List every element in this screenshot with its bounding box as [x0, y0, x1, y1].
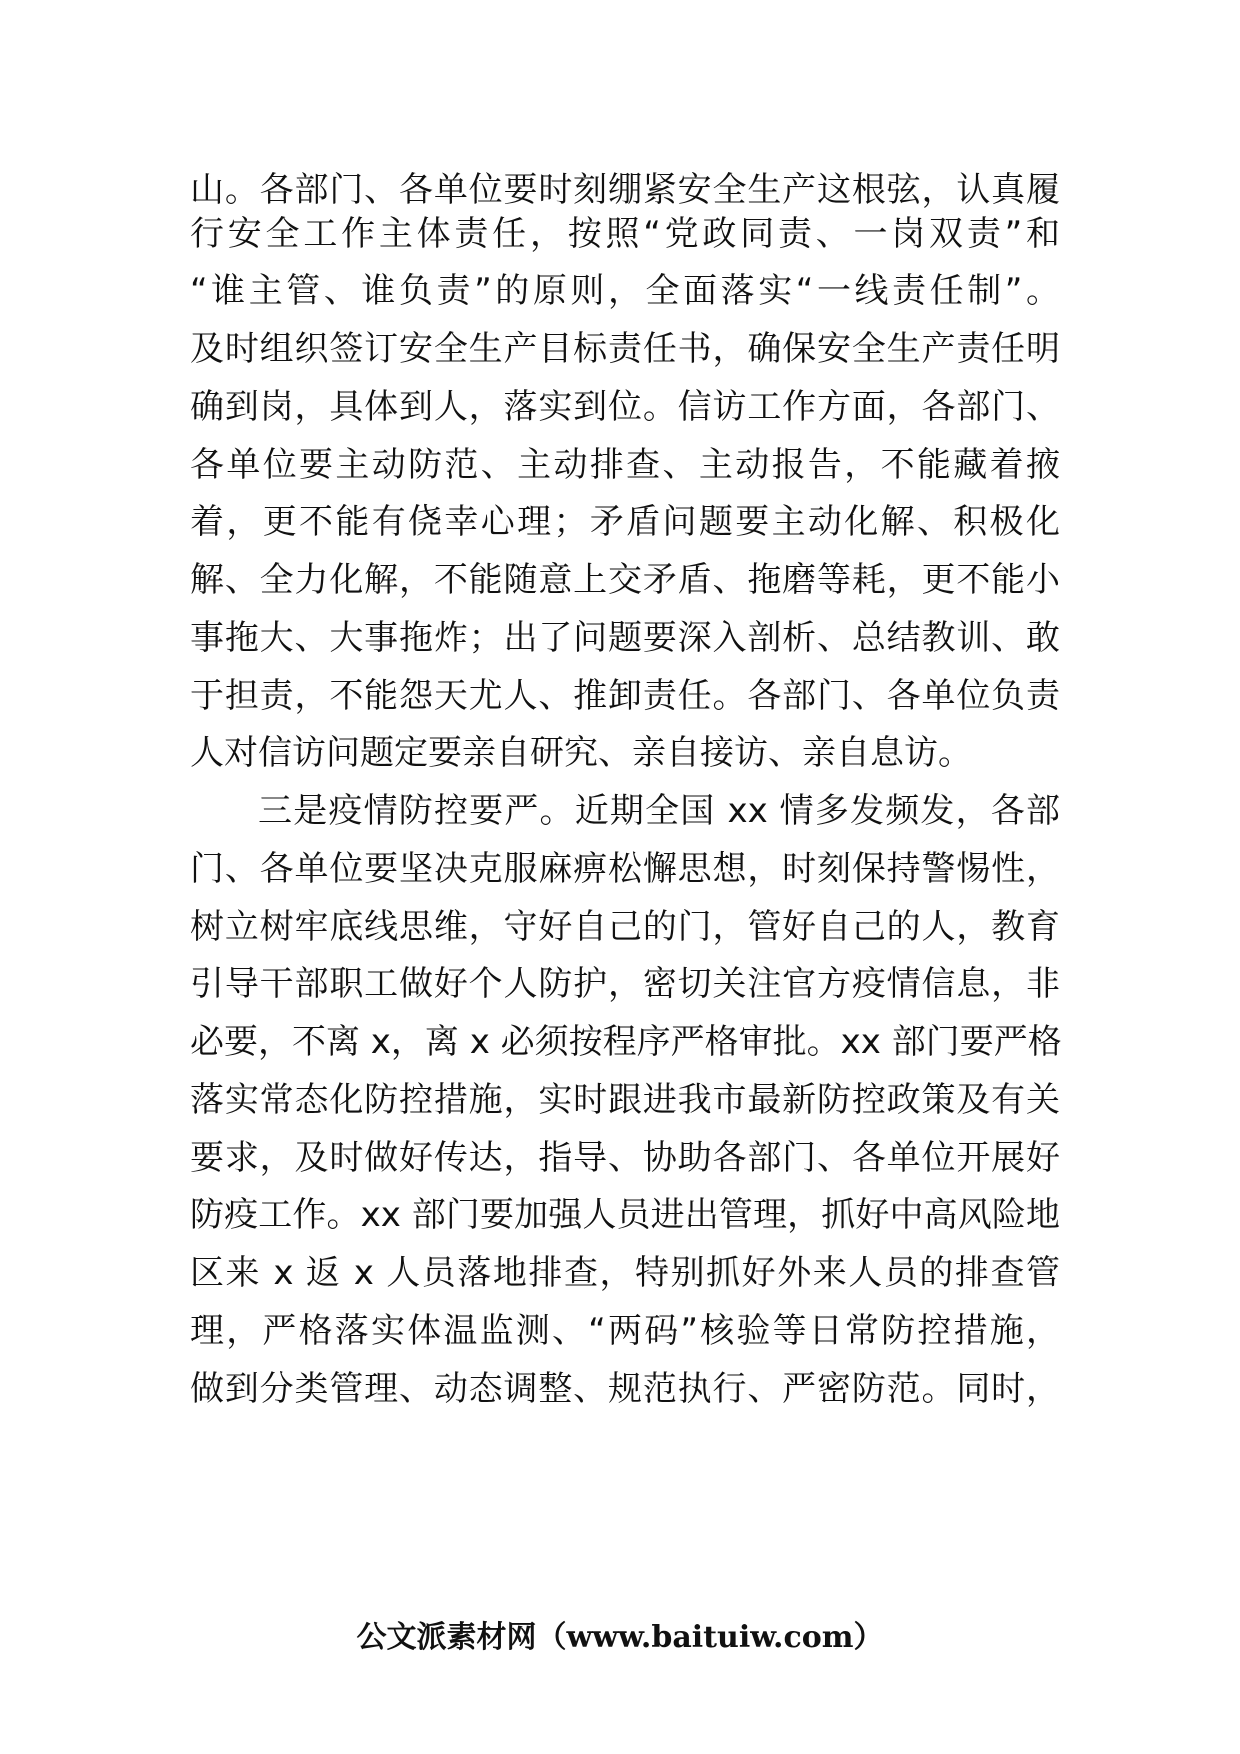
- text-line: 于担责，不能怨天尤人、推卸责任。各部门、各单位负责: [190, 676, 1060, 716]
- text-line: 行安全工作主体责任，按照“党政同责、一岗双责”和: [190, 214, 1060, 254]
- text-line: “谁主管、谁负责”的原则，全面落实“一线责任制”。: [190, 271, 1060, 311]
- text-line: 着，更不能有侥幸心理；矛盾问题要主动化解、积极化: [190, 502, 1060, 542]
- text-line: 做到分类管理、动态调整、规范执行、严密防范。同时，: [190, 1369, 1060, 1409]
- text-line: 人对信访问题定要亲自研究、亲自接访、亲自息访。: [190, 733, 972, 773]
- text-line: 门、各单位要坚决克服麻痹松懈思想，时刻保持警惕性，: [190, 849, 1060, 889]
- text-line: 引导干部职工做好个人防护，密切关注官方疫情信息，非: [190, 964, 1060, 1004]
- text-line: 落实常态化防控措施，实时跟进我市最新防控政策及有关: [190, 1080, 1060, 1120]
- text-line: 山。各部门、各单位要时刻绷紧安全生产这根弦，认真履: [190, 170, 1060, 210]
- text-line: 要求，及时做好传达，指导、协助各部门、各单位开展好: [190, 1138, 1060, 1178]
- text-line: 各单位要主动防范、主动排查、主动报告，不能藏着掖: [190, 445, 1060, 485]
- text-line: 理，严格落实体温监测、“两码”核验等日常防控措施，: [190, 1311, 1060, 1351]
- text-line: 区来 x 返 x 人员落地排查，特别抓好外来人员的排查管: [190, 1253, 1060, 1293]
- text-line: 及时组织签订安全生产目标责任书，确保安全生产责任明: [190, 329, 1060, 369]
- text-line: 防疫工作。xx 部门要加强人员进出管理，抓好中高风险地: [190, 1195, 1060, 1235]
- text-line: 树立树牢底线思维，守好自己的门，管好自己的人，教育: [190, 907, 1060, 947]
- page-footer: 公文派素材网（www.baituiw.com）: [356, 1620, 884, 1655]
- text-line: 解、全力化解，不能随意上交矛盾、拖磨等耗，更不能小: [190, 560, 1060, 600]
- text-line: 确到岗，具体到人，落实到位。信访工作方面，各部门、: [190, 387, 1060, 427]
- text-line: 事拖大、大事拖炸；出了问题要深入剖析、总结教训、敢: [190, 618, 1060, 658]
- text-line: 必要，不离 x，离 x 必须按程序严格审批。xx 部门要严格: [190, 1022, 1062, 1062]
- paragraph-first-line: 三是疫情防控要严。近期全国 xx 情多发频发，各部: [258, 791, 1060, 831]
